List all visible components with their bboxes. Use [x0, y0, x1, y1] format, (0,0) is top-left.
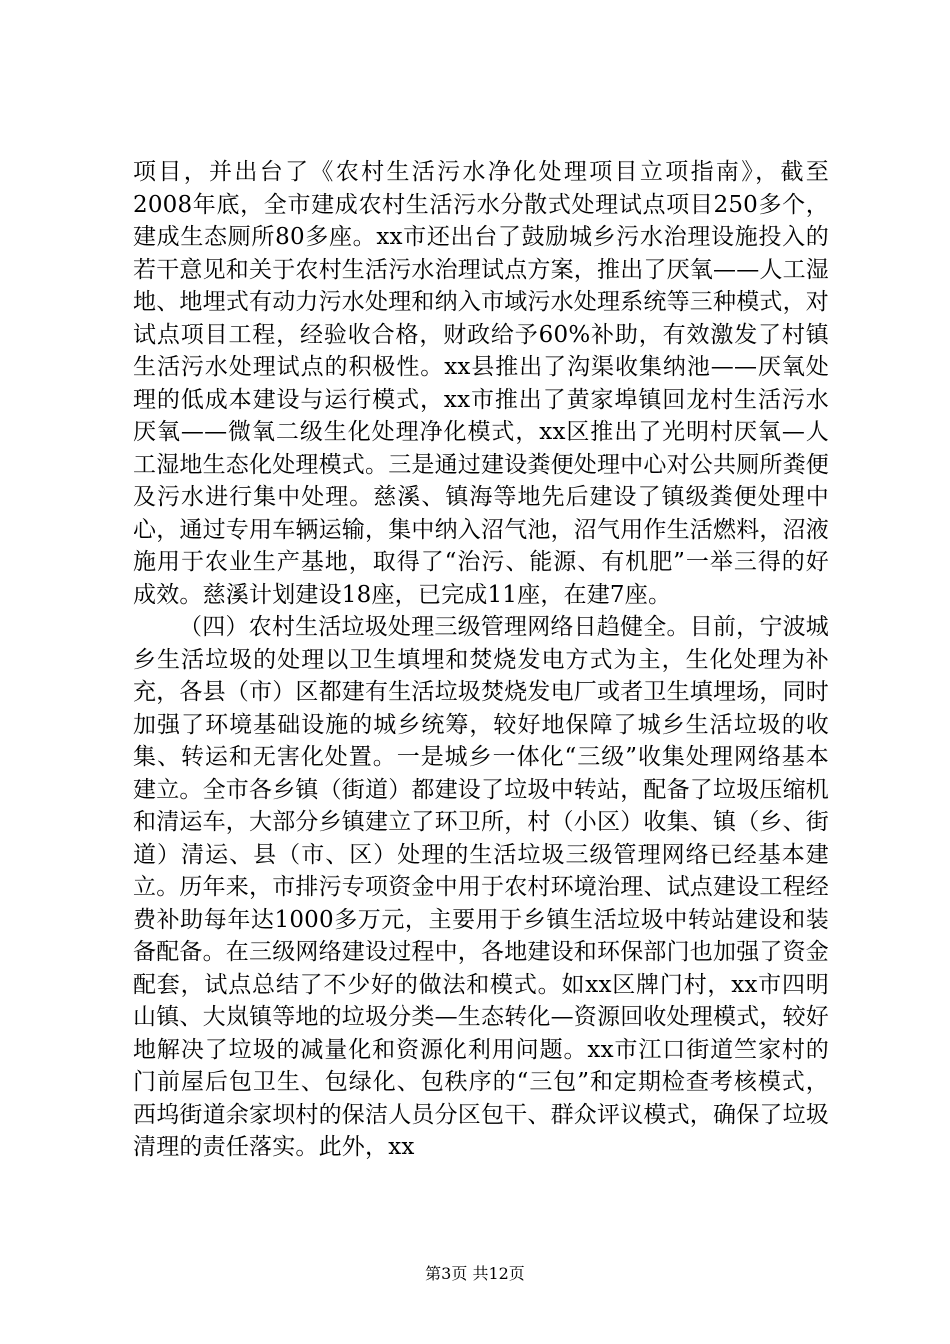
paragraph-1: 项目，并出台了《农村生活污水净化处理项目立项指南》，截至2008年底，全市建成农村生活污水分散式处理试点项目250多个，建成生态厕所80多座。xx市还出台了鼓励城乡污水治理设施投入的若干意见和关于农村生活污水治理试点方案，推出了厌氧——人工湿地、地埋式有动力污水处理和纳入市域污水处理系统等三种模式，对试点项目工程，经验收合格，财政给予60%补助，有效激发了村镇生活污水处理试点的积极性。xx县推出了沟渠收集纳池——厌氧处理的低成本建设与运行模式，xx市推出了黄家埠镇回龙村生活污水厌氧——微氧二级生化处理净化模式，xx区推出了光明村厌氧—人工湿地生态化处理模式。三是通过建设粪便处理中心对公共厕所粪便及污水进行集中处理。慈溪、镇海等地先后建设了镇级粪便处理中心，通过专用车辆运输，集中纳入沼气池，沼气用作生活燃料，沼液施用于农业生产基地，取得了“治污、能源、有机肥”一举三得的好成效。慈溪计划建设18座，已完成11座，在建7座。	[133, 159, 829, 608]
paragraph-2: （四）农村生活垃圾处理三级管理网络日趋健全。目前，宁波城乡生活垃圾的处理以卫生填埋和焚烧发电方式为主，生化处理为补充，各县（市）区都建有生活垃圾焚烧发电厂或者卫生填埋场，同时加强了环境基础设施的城乡统筹，较好地保障了城乡生活垃圾的收集、转运和无害化处置。一是城乡一体化“三级”收集处理网络基本建立。全市各乡镇（街道）都建设了垃圾中转站，配备了垃圾压缩机和清运车，大部分乡镇建立了环卫所，村（小区）收集、镇（乡、街道）清运、县（市、区）处理的生活垃圾三级管理网络已经基本建立。历年来，市排污专项资金中用于农村环境治理、试点建设工程经费补助每年达1000多万元，主要用于乡镇生活垃圾中转站建设和装备配备。在三级网络建设过程中，各地建设和环保部门也加强了资金配套，试点总结了不少好的做法和模式。如xx区牌门村，xx市四明山镇、大岚镇等地的垃圾分类—生态转化—资源回收处理模式，较好地解决了垃圾的减量化和资源化利用问题。xx市江口街道竺家村的门前屋后包卫生、包绿化、包秩序的“三包”和定期检查考核模式，西坞街道余家坝村的保洁人员分区包干、群众评议模式，确保了垃圾清理的责任落实。此外，xx	[133, 614, 829, 1160]
page-number: 第3页 共12页	[425, 1264, 525, 1283]
document-body	[133, 156, 829, 1164]
